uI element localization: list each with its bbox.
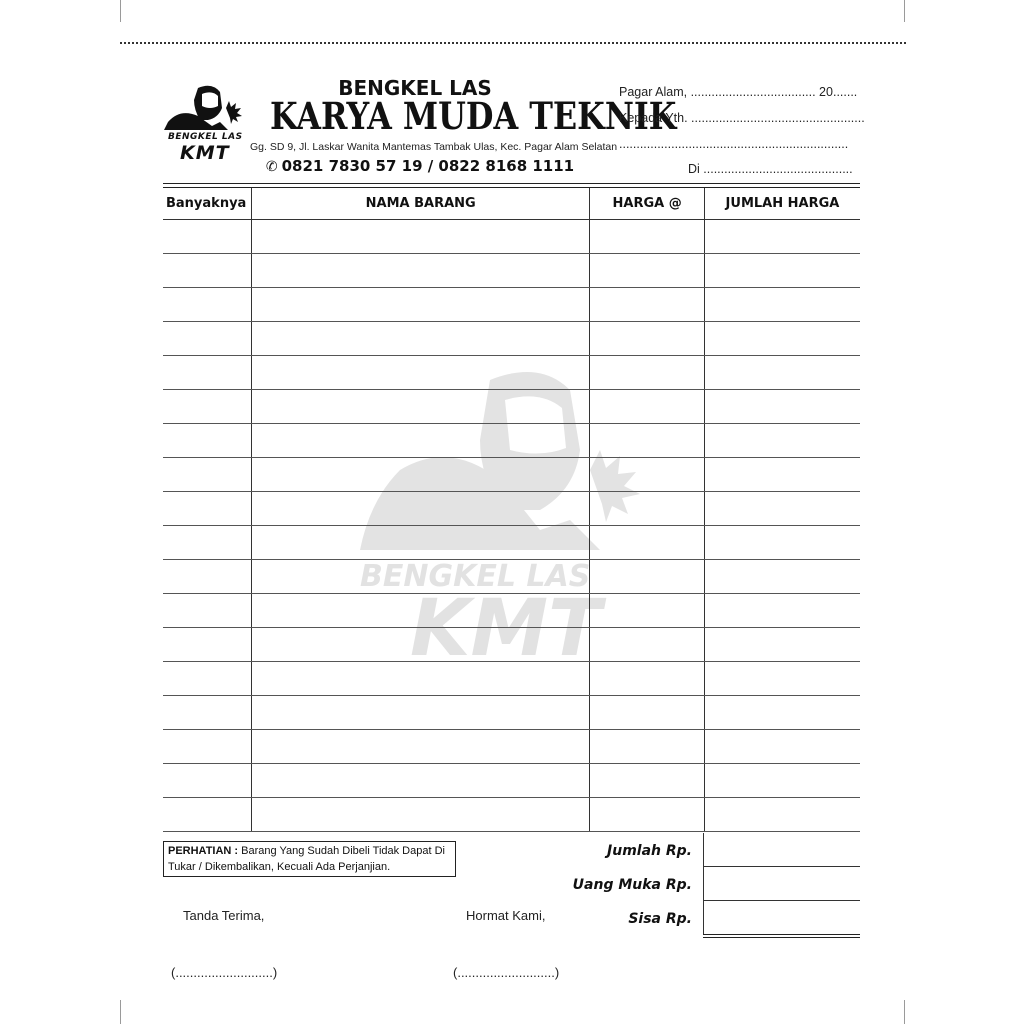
quantity-cell[interactable] — [163, 288, 251, 322]
item-name-cell[interactable] — [251, 254, 589, 288]
company-address: Gg. SD 9, Jl. Laskar Wanita Mantemas Tambak Ulas, Kec. Pagar Alam Selatan — [250, 141, 618, 153]
unit-price-cell[interactable] — [590, 390, 704, 424]
unit-price-cell[interactable] — [590, 764, 704, 798]
table-row — [163, 526, 860, 560]
totals-bottom — [703, 934, 860, 935]
crop-mark — [904, 0, 905, 22]
notice-text: Barang Yang Sudah Dibeli Tidak Dapat Di Tukar / Dikembalikan, Kecuali Ada Perjanjian. — [168, 845, 445, 873]
total-price-cell[interactable] — [704, 254, 860, 288]
jumlah-field[interactable] — [703, 833, 861, 867]
table-row — [163, 696, 860, 730]
table-row — [163, 458, 860, 492]
phone-icon: ✆ — [265, 159, 278, 175]
item-name-cell[interactable] — [251, 628, 589, 662]
table-row — [163, 322, 860, 356]
table-row — [163, 356, 860, 390]
total-price-cell[interactable] — [704, 594, 860, 628]
place-date-field[interactable]: Pagar Alam, .................................... 20....... — [619, 85, 858, 99]
unit-price-cell[interactable] — [590, 424, 704, 458]
company-logo — [160, 82, 248, 164]
table-row — [163, 220, 860, 254]
sender-label: Hormat Kami, — [466, 908, 546, 923]
total-price-cell[interactable] — [704, 390, 860, 424]
crop-mark — [120, 1000, 121, 1024]
item-name-cell[interactable] — [251, 458, 589, 492]
total-price-cell[interactable] — [704, 288, 860, 322]
unit-price-cell[interactable] — [590, 628, 704, 662]
unit-price-cell[interactable] — [590, 220, 704, 254]
unit-price-cell[interactable] — [590, 356, 704, 390]
logo-text-bottom: KMT — [180, 142, 230, 164]
item-name-cell[interactable] — [251, 696, 589, 730]
quantity-cell[interactable] — [163, 322, 251, 356]
table-row — [163, 288, 860, 322]
unit-price-cell[interactable] — [590, 288, 704, 322]
quantity-cell[interactable] — [163, 254, 251, 288]
unit-price-cell[interactable] — [590, 492, 704, 526]
total-price-cell[interactable] — [704, 458, 860, 492]
jumlah-label: Jumlah Rp. — [607, 843, 692, 859]
quantity-cell[interactable] — [163, 526, 251, 560]
watermark-line2: KMT — [410, 584, 602, 670]
totals-divider — [703, 900, 860, 901]
table-row — [163, 390, 860, 424]
quantity-cell[interactable] — [163, 730, 251, 764]
unit-price-cell[interactable] — [590, 254, 704, 288]
receiver-label: Tanda Terima, — [183, 908, 265, 923]
table-row — [163, 254, 860, 288]
unit-price-cell[interactable] — [590, 662, 704, 696]
quantity-cell[interactable] — [163, 560, 251, 594]
unit-price-cell[interactable] — [590, 560, 704, 594]
receiver-signature-line[interactable]: (...........................) — [171, 965, 278, 980]
sisa-label: Sisa Rp. — [628, 911, 692, 927]
col-quantity: Banyaknya — [163, 188, 251, 220]
item-name-cell[interactable] — [251, 662, 589, 696]
total-price-cell[interactable] — [704, 424, 860, 458]
quantity-cell[interactable] — [163, 798, 251, 832]
total-price-cell[interactable] — [704, 764, 860, 798]
unit-price-cell[interactable] — [590, 798, 704, 832]
table-row — [163, 798, 860, 832]
totals-bottom — [703, 937, 860, 938]
table-row — [163, 764, 860, 798]
unit-price-cell[interactable] — [590, 458, 704, 492]
table-row — [163, 560, 860, 594]
total-price-cell[interactable] — [704, 696, 860, 730]
item-name-cell[interactable] — [251, 764, 589, 798]
item-name-cell[interactable] — [251, 322, 589, 356]
item-name-cell[interactable] — [251, 798, 589, 832]
item-name-cell[interactable] — [251, 288, 589, 322]
recipient-field[interactable]: Kepada Yth. .................................................. — [619, 111, 865, 125]
item-name-cell[interactable] — [251, 526, 589, 560]
total-price-cell[interactable] — [704, 526, 860, 560]
table-row — [163, 730, 860, 764]
table-body — [163, 220, 860, 832]
unit-price-cell[interactable] — [590, 696, 704, 730]
sisa-field[interactable] — [703, 901, 861, 935]
col-item-name: NAMA BARANG — [251, 188, 589, 220]
uang-muka-field[interactable] — [703, 867, 861, 901]
phone-number: 0821 7830 57 19 / 0822 8168 1111 — [281, 157, 575, 175]
quantity-cell[interactable] — [163, 696, 251, 730]
crop-mark — [904, 1000, 905, 1024]
table-header-row — [163, 188, 860, 220]
unit-price-cell[interactable] — [590, 594, 704, 628]
item-name-cell[interactable] — [251, 560, 589, 594]
item-name-cell[interactable] — [251, 730, 589, 764]
uang-muka-label: Uang Muka Rp. — [572, 877, 692, 893]
table-row — [163, 424, 860, 458]
item-name-cell[interactable] — [251, 424, 589, 458]
logo-text-top: BENGKEL LAS — [168, 132, 243, 142]
table-row — [163, 628, 860, 662]
quantity-cell[interactable] — [163, 594, 251, 628]
company-phone — [250, 157, 590, 175]
notice-label: PERHATIAN : — [168, 845, 239, 857]
totals-divider — [703, 866, 860, 867]
quantity-cell[interactable] — [163, 220, 251, 254]
quantity-cell[interactable] — [163, 390, 251, 424]
quantity-cell[interactable] — [163, 492, 251, 526]
item-name-cell[interactable] — [251, 220, 589, 254]
crop-mark — [120, 0, 121, 22]
unit-price-cell[interactable] — [590, 322, 704, 356]
item-name-cell[interactable] — [251, 492, 589, 526]
table-row — [163, 492, 860, 526]
col-unit-price: HARGA @ — [590, 188, 704, 220]
total-price-cell[interactable] — [704, 798, 860, 832]
item-name-cell[interactable] — [251, 594, 589, 628]
col-total-price: JUMLAH HARGA — [704, 188, 860, 220]
watermark-line1: BENGKEL LAS — [360, 559, 591, 594]
table-row — [163, 662, 860, 696]
total-price-cell[interactable] — [704, 492, 860, 526]
unit-price-cell[interactable] — [590, 730, 704, 764]
quantity-cell[interactable] — [163, 424, 251, 458]
total-price-cell[interactable] — [704, 322, 860, 356]
table-row — [163, 594, 860, 628]
location-field[interactable]: Di ........................................... — [688, 162, 853, 176]
quantity-cell[interactable] — [163, 662, 251, 696]
recipient-field-line2[interactable]: .................................................................. — [619, 137, 849, 151]
quantity-cell[interactable] — [163, 628, 251, 662]
total-price-cell[interactable] — [704, 662, 860, 696]
total-price-cell[interactable] — [704, 730, 860, 764]
total-price-cell[interactable] — [704, 628, 860, 662]
total-price-cell[interactable] — [704, 560, 860, 594]
quantity-cell[interactable] — [163, 356, 251, 390]
total-price-cell[interactable] — [704, 220, 860, 254]
unit-price-cell[interactable] — [590, 526, 704, 560]
items-table — [163, 188, 860, 832]
quantity-cell[interactable] — [163, 764, 251, 798]
company-name: KARYA MUDA TEKNIK — [269, 94, 677, 138]
notice-box — [163, 841, 456, 877]
company-subtitle: BENGKEL LAS — [338, 76, 492, 100]
quantity-cell[interactable] — [163, 458, 251, 492]
cut-line — [120, 42, 906, 44]
item-name-cell[interactable] — [251, 390, 589, 424]
total-price-cell[interactable] — [704, 356, 860, 390]
item-name-cell[interactable] — [251, 356, 589, 390]
sender-signature-line[interactable]: (...........................) — [453, 965, 560, 980]
